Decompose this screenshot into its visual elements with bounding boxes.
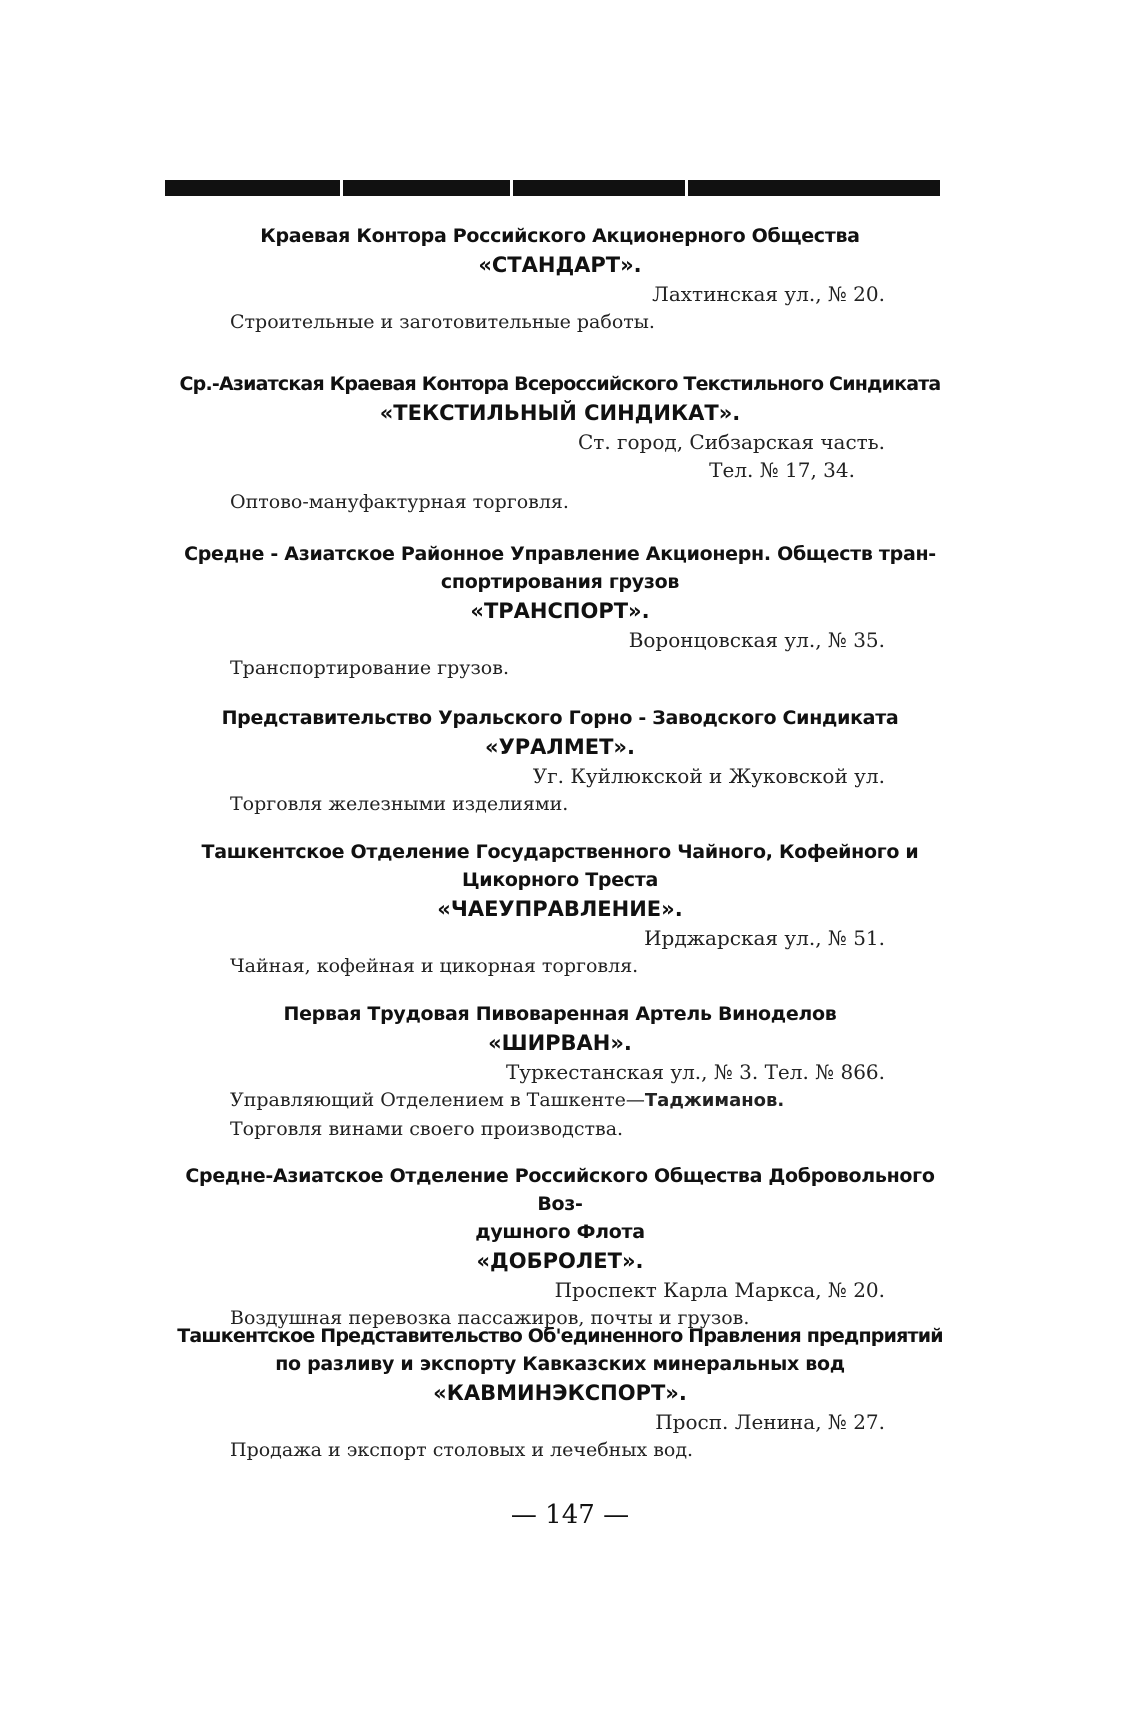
entry-heading: Ташкентское Отделение Государственного Чайного, Кофейного и xyxy=(201,841,919,863)
entry-brand: «ДОБРОЛЕТ». xyxy=(476,1249,644,1273)
manager-label: Управляющий Отделением в Ташкенте— xyxy=(230,1089,645,1111)
entry-standard xyxy=(170,222,950,336)
entry-brand: «КАВМИНЭКСПОРТ». xyxy=(433,1381,687,1405)
entry-description: Воздушная перевозка пассажиров, почты и грузов. xyxy=(230,1307,750,1329)
entry-brand: «СТАНДАРТ». xyxy=(478,253,642,277)
entry-heading: Краевая Контора Российского Акционерного Общества xyxy=(260,225,860,247)
entry-description: Продажа и экспорт столовых и лечебных вод. xyxy=(230,1439,694,1461)
entry-address: Туркестанская ул., № 3. Тел. № 866. xyxy=(505,1060,885,1084)
entry-description: Строительные и заготовительные работы. xyxy=(230,311,655,333)
entry-heading: Первая Трудовая Пивоваренная Артель Виноделов xyxy=(283,1003,837,1025)
entry-dobrolet xyxy=(170,1162,950,1332)
entry-uralmet xyxy=(170,704,950,818)
entry-brand: «ШИРВАН». xyxy=(488,1031,632,1055)
entry-address: Лахтинская ул., № 20. xyxy=(652,282,885,306)
entry-description: Оптово-мануфактурная торговля. xyxy=(230,491,569,513)
entry-heading: Ср.-Азиатская Краевая Контора Всероссийского Текстильного Синдиката xyxy=(179,373,941,395)
entry-brand: «ТРАНСПОРТ». xyxy=(470,599,650,623)
entry-heading: Средне-Азиатское Отделение Российского Общества Добровольного Воз- xyxy=(185,1165,935,1215)
entry-heading: Средне - Азиатское Районное Управление Акционерн. Обществ тран- xyxy=(184,543,936,565)
entry-address: Проспект Карла Маркса, № 20. xyxy=(554,1278,885,1302)
entry-description xyxy=(170,1086,950,1115)
entry-shirvan xyxy=(170,1000,950,1143)
entry-address: Уг. Куйлюкской и Жуковской ул. xyxy=(532,764,885,788)
entry-heading: Представительство Уральского Горно - Заводского Синдиката xyxy=(221,707,899,729)
entry-description: Транспортирование грузов. xyxy=(230,657,509,679)
entry-chaeupravlenie xyxy=(170,838,950,980)
entry-brand: «ТЕКСТИЛЬНЫЙ СИНДИКАТ». xyxy=(379,401,741,425)
entry-address: Ст. город, Сибзарская часть. xyxy=(577,430,885,454)
entry-heading: спортирования грузов xyxy=(440,571,680,593)
page-number: — 147 — xyxy=(510,1500,630,1530)
entry-address: Просп. Ленина, № 27. xyxy=(655,1410,885,1434)
entry-heading: Ташкентское Представительство Об'единенного Правления предприятий xyxy=(177,1325,943,1347)
entry-heading: душного Флота xyxy=(475,1221,645,1243)
entry-address: Воронцовская ул., № 35. xyxy=(628,628,885,652)
entry-brand: «УРАЛМЕТ». xyxy=(485,735,635,759)
entry-heading: Цикорного Треста xyxy=(461,869,658,891)
header-rule xyxy=(165,180,940,196)
entry-address: Тел. № 17, 34. xyxy=(709,458,855,482)
entry-heading: по разливу и экспорту Кавказских минеральных вод xyxy=(275,1353,845,1375)
entry-description: Торговля железными изделиями. xyxy=(230,793,569,815)
entry-description: Торговля винами своего производства. xyxy=(230,1118,624,1140)
entry-description: Чайная, кофейная и цикорная торговля. xyxy=(230,955,639,977)
entry-address: Ирджарская ул., № 51. xyxy=(644,926,885,950)
entry-brand: «ЧАЕУПРАВЛЕНИЕ». xyxy=(437,897,683,921)
manager-name: Таджиманов. xyxy=(644,1090,785,1111)
entry-transport xyxy=(170,540,950,682)
entry-kavminexport xyxy=(170,1322,950,1464)
entry-textile-syndicate xyxy=(170,370,950,516)
